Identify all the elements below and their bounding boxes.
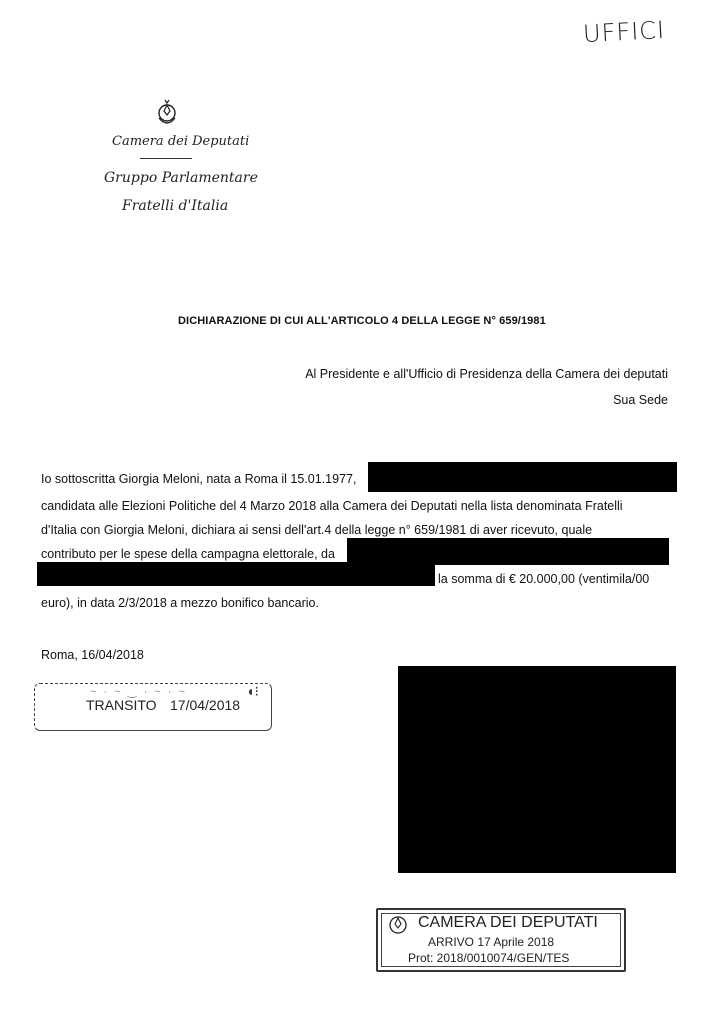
handwritten-note: UFFICI [582,15,666,49]
letterhead-chamber: Camera dei Deputati [112,134,250,149]
transit-scrawl: ~ · ~ ‿ · ~ · ~ [90,686,187,698]
transit-stamp [34,683,274,733]
addressee-line-1: Al Presidente e all'Ufficio di Presidenza della Camera dei deputati [305,367,668,381]
addressee-line-2: Sua Sede [613,393,668,407]
body-line-5: la somma di € 20.000,00 (ventimila/00 [438,572,650,586]
place-date: Roma, 16/04/2018 [41,648,144,662]
arrival-stamp-date: ARRIVO 17 Aprile 2018 [428,935,555,949]
document-title: DICHIARAZIONE DI CUI ALL'ARTICOLO 4 DELLA LEGGE N° 659/1981 [178,315,546,327]
arrival-stamp-protocol: Prot: 2018/0010074/GEN/TES [408,951,570,965]
body-line-2: candidata alle Elezioni Politiche del 4 Marzo 2018 alla Camera dei Deputati nella lista denominata Fratelli [41,499,623,513]
body-line-6: euro), in data 2/3/2018 a mezzo bonifico bancario. [41,596,319,610]
letterhead-divider [140,158,192,159]
body-line-1: Io sottoscritta Giorgia Meloni, nata a Roma il 15.01.1977, [41,472,357,486]
redaction-block [368,462,677,492]
transit-mark-icon: ◖⁝ [246,683,259,699]
body-line-4: contributo per le spese della campagna elettorale, da [41,547,335,561]
transit-date: 17/04/2018 [170,697,241,713]
arrival-stamp-title: CAMERA DEI DEPUTATI [418,914,598,931]
arrival-stamp [376,908,626,972]
body-line-3: d'Italia con Giorgia Meloni, dichiara ai sensi dell'art.4 della legge n° 659/1981 di aver ricevuto, quale [41,523,593,537]
transit-label: TRANSITO [86,697,157,713]
redaction-block [347,538,669,565]
emblem-icon [388,914,408,936]
redaction-block [37,562,435,586]
letterhead-group: Gruppo Parlamentare [104,170,258,186]
letterhead-party: Fratelli d'Italia [122,198,229,214]
redaction-block-signature [398,666,676,873]
emblem-icon [154,98,180,130]
